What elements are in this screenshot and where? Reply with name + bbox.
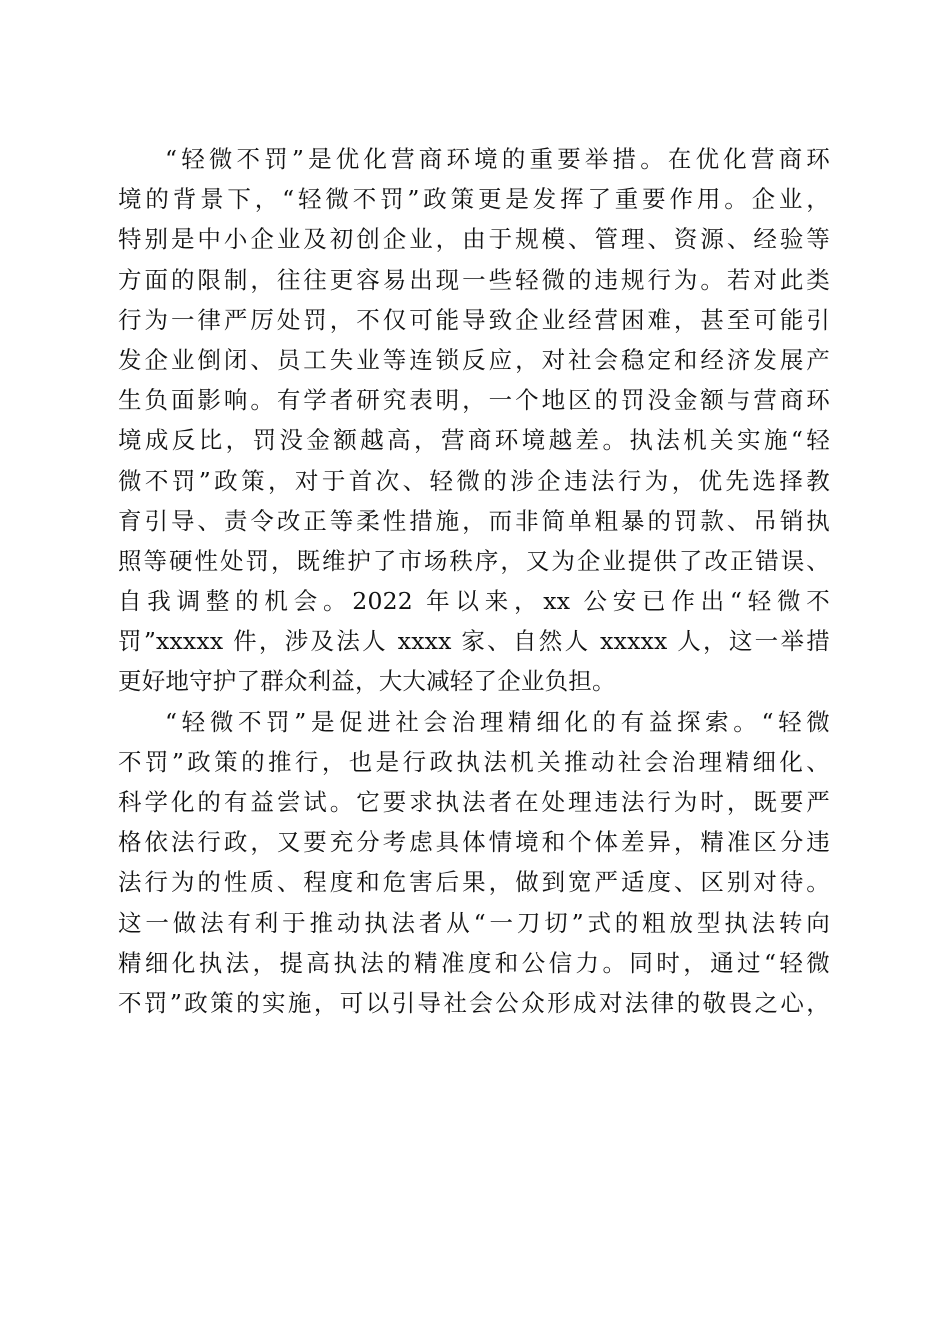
text-line: 育引导、责令改正等柔性措施，而非简单粗暴的罚款、吊销执 <box>118 506 830 535</box>
text-line: “轻微不罚”是促进社会治理精细化的有益探索。“轻微 <box>165 707 830 736</box>
text-line: 自我调整的机会。2022 年以来，xx 公安已作出“轻微不 <box>118 587 830 616</box>
text-line: 罚”xxxxx 件，涉及法人 xxxx 家、自然人 xxxxx 人，这一举措 <box>118 627 830 656</box>
text-line: 精细化执法，提高执法的精准度和公信力。同时，通过“轻微 <box>118 948 830 977</box>
text-line: 境的背景下，“轻微不罚”政策更是发挥了重要作用。企业， <box>118 185 830 214</box>
paragraph-2 <box>118 702 830 1024</box>
text-line: 微不罚”政策，对于首次、轻微的涉企违法行为，优先选择教 <box>118 466 830 495</box>
text-line: 格依法行政，又要充分考虑具体情境和个体差异，精准区分违 <box>118 828 830 857</box>
paragraph-1 <box>118 139 830 702</box>
text-line: 发企业倒闭、员工失业等连锁反应，对社会稳定和经济发展产 <box>118 345 830 374</box>
text-line: 境成反比，罚没金额越高，营商环境越差。执法机关实施“轻 <box>118 426 830 455</box>
text-line: 照等硬性处罚，既维护了市场秩序，又为企业提供了改正错误、 <box>118 546 830 575</box>
text-line: 生负面影响。有学者研究表明，一个地区的罚没金额与营商环 <box>118 386 830 415</box>
text-line: 特别是中小企业及初创企业，由于规模、管理、资源、经验等 <box>118 225 830 254</box>
text-line: “轻微不罚”是优化营商环境的重要举措。在优化营商环 <box>165 145 830 173</box>
document-body <box>118 139 830 1023</box>
text-line: 不罚”政策的推行，也是行政执法机关推动社会治理精细化、 <box>118 747 830 776</box>
text-line: 科学化的有益尝试。它要求执法者在处理违法行为时，既要严 <box>118 788 830 816</box>
text-line: 不罚”政策的实施，可以引导社会公众形成对法律的敬畏之心， <box>118 988 830 1017</box>
text-line: 更好地守护了群众利益，大大减轻了企业负担。 <box>118 667 616 696</box>
text-line: 方面的限制，往往更容易出现一些轻微的违规行为。若对此类 <box>118 265 830 294</box>
text-line: 这一做法有利于推动执法者从“一刀切”式的粗放型执法转向 <box>118 908 830 937</box>
text-line: 法行为的性质、程度和危害后果，做到宽严适度、区别对待。 <box>118 868 830 897</box>
text-line: 行为一律严厉处罚，不仅可能导致企业经营困难，甚至可能引 <box>118 305 830 334</box>
